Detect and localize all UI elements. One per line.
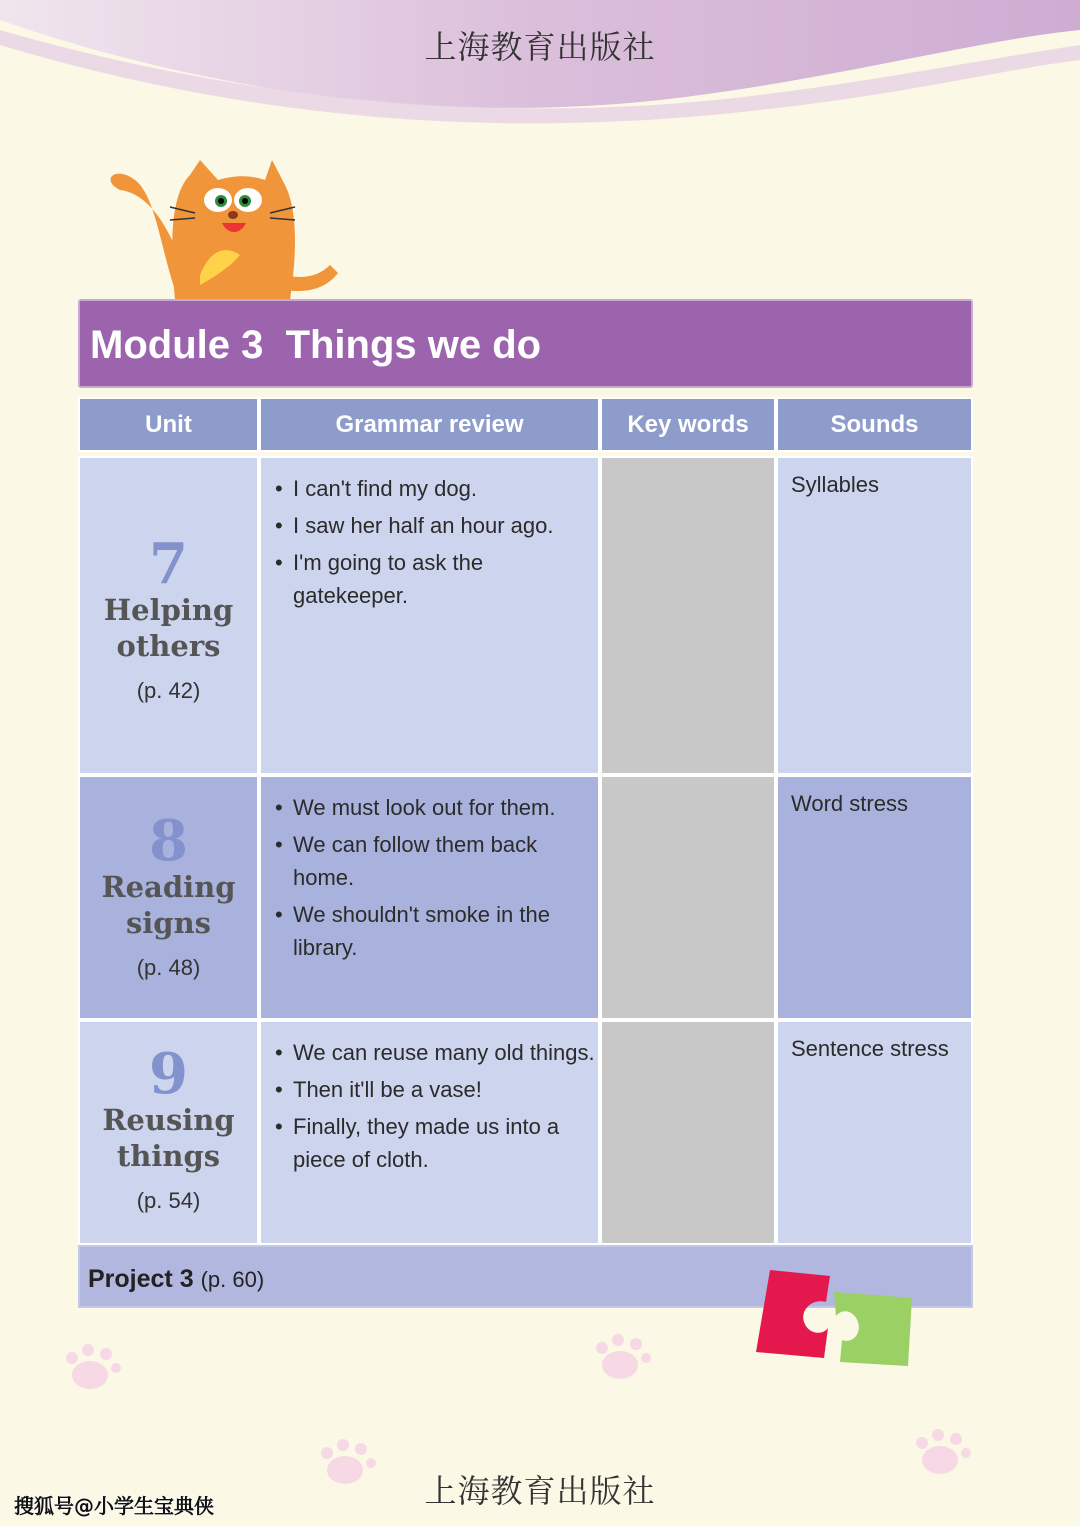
grammar-item: • We must look out for them.: [275, 791, 600, 824]
header-grammar-review: Grammar review: [259, 397, 600, 452]
unit-cell-8: [78, 775, 259, 1020]
grammar-item: • I'm going to ask the gatekeeper.: [275, 546, 600, 612]
project-page: (p. 60): [200, 1267, 265, 1292]
header-key-words: Key words: [600, 397, 776, 452]
grammar-item: • We can follow them back home.: [275, 828, 600, 894]
sounds-cell-8: [776, 775, 973, 1020]
sounds-text: Syllables: [791, 472, 880, 497]
unit-number: 9: [149, 1041, 188, 1107]
sounds-text: Word stress: [791, 791, 908, 816]
grammar-item: • Finally, they made us into a piece of cloth.: [275, 1110, 600, 1176]
unit-page: (p. 54): [136, 1188, 201, 1213]
unit-page: (p. 42): [136, 678, 201, 703]
sounds-text: Sentence stress: [791, 1036, 949, 1061]
unit-name-line1: Reusing: [102, 1103, 235, 1137]
grammar-item: • I can't find my dog.: [275, 472, 600, 505]
watermark-text: 搜狐号@小学生宝典侠: [14, 1494, 214, 1518]
unit-cell-7: [78, 456, 259, 775]
unit-number: 7: [149, 531, 188, 597]
cat-mascot-icon: [100, 155, 350, 305]
key-words-cell-7: [600, 456, 776, 775]
unit-name-line2: signs: [125, 906, 212, 940]
unit-name-line1: Reading: [101, 870, 236, 904]
unit-cell-9: [78, 1020, 259, 1245]
grammar-cell-7: [259, 456, 600, 775]
unit-name-line2: others: [116, 629, 221, 663]
unit-name-line1: Helping: [103, 593, 234, 627]
grammar-item: • We shouldn't smoke in the library.: [275, 898, 600, 964]
grammar-item: • Then it'll be a vase!: [275, 1073, 600, 1106]
grammar-item: • I saw her half an hour ago.: [275, 509, 600, 542]
unit-number: 8: [149, 808, 188, 874]
module-title: Module 3 Things we do: [90, 323, 542, 367]
publisher-name-bottom: 上海教育出版社: [424, 1472, 656, 1510]
paw-print-icon: [60, 1340, 130, 1400]
puzzle-pieces-icon: [752, 1262, 922, 1374]
key-words-cell-9: [600, 1020, 776, 1245]
grammar-item: • We can reuse many old things.: [275, 1036, 600, 1069]
header-unit: Unit: [78, 397, 259, 452]
module-title-bar: [78, 299, 973, 388]
key-words-cell-8: [600, 775, 776, 1020]
sounds-cell-9: [776, 1020, 973, 1245]
grammar-cell-8: [259, 775, 600, 1020]
project-title: Project 3: [88, 1265, 194, 1293]
unit-name-line2: things: [116, 1139, 221, 1173]
paw-print-icon: [590, 1330, 660, 1390]
project-label: [88, 1265, 264, 1294]
publisher-name-top: 上海教育出版社: [424, 28, 656, 66]
sounds-cell-7: [776, 456, 973, 775]
unit-page: (p. 48): [136, 955, 201, 980]
header-sounds: Sounds: [776, 397, 973, 452]
grammar-cell-9: [259, 1020, 600, 1245]
